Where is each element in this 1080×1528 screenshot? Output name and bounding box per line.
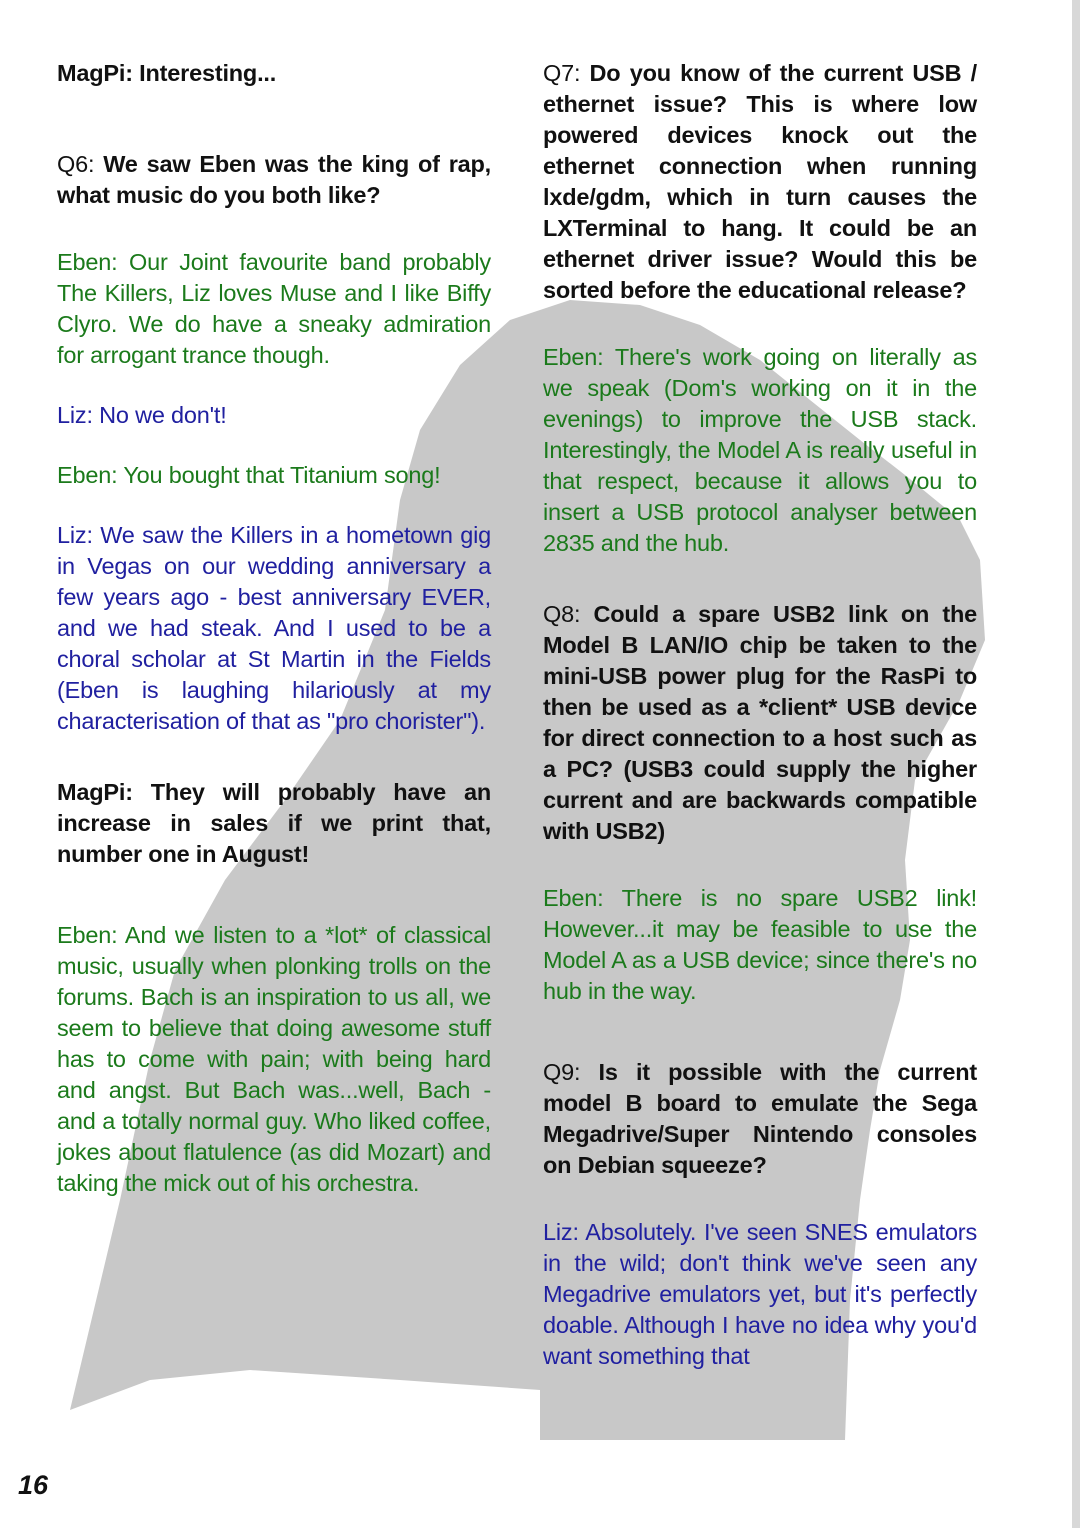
question-9 [543,1057,977,1181]
liz-killers-vegas: Liz: We saw the Killers in a hometown gig in Vegas on our wedding anniversary a few years ago - best anniversary EVER, and we had steak. And I used to be a choral scholar at St Martin in the Fields (Eben is laughing hilariously at my characterisation of that as "pro chorister"). [57,522,491,734]
page-number: 16 [18,1470,49,1500]
eben-titanium: Eben: You bought that Titanium song! [57,462,441,488]
eben-answer-music: Eben: Our Joint favourite band probably The Killers, Liz loves Muse and I like Biffy Clyro. We do have a sneaky admiration for arrogant trance though. [57,249,491,368]
eben-no-spare-usb2: Eben: There is no spare USB2 link! However...it may be feasible to use the Model A as a USB device; since there's no hub in the way. [543,885,977,1004]
question-8 [543,599,977,847]
question-text: We saw Eben was the king of rap, what music do you both like? [57,151,491,208]
question-number: Q8: [543,601,594,627]
question-text: Do you know of the current USB / ethernet issue? This is where low powered devices knock out the ethernet connection when running lxde/gdm, which in turn causes the LXTerminal to hang. It could be an ethernet driver issue? Would this be sorted before the educational release? [543,60,977,303]
magpi-line: MagPi: Interesting... [57,60,277,86]
question-7 [543,58,977,306]
question-6 [57,149,491,211]
right-column [543,58,977,1401]
question-number: Q6: [57,151,104,177]
eben-classical-music: Eben: And we listen to a *lot* of classical music, usually when plonking trolls on the forums. Bach is an inspiration to us all, we seem to believe that doing awesome stuff has to come with pain; with being hard and angst. But Bach was...well, Bach - and a totally normal guy. Who liked coffee, jokes about flatulence (as did Mozart) and taking the mick out of his orchestra. [57,922,491,1196]
left-column [57,58,491,1228]
eben-usb-stack: Eben: There's work going on literally as we speak (Dom's working on it in the evenings) to improve the USB stack. Interestingly, the Model A is really useful in that respect, because it allows you to insert a USB protocol analyser between 2835 and the hub. [543,344,977,556]
page-edge-bar [1072,0,1080,1528]
liz-snes-emulators: Liz: Absolutely. I've seen SNES emulators in the wild; don't think we've seen any Megadrive emulators yet, but it's perfectly doable. Although I have no idea why you'd want something that [543,1219,977,1369]
question-number: Q9: [543,1059,599,1085]
magpi-sales-text: MagPi: They will probably have an increase in sales if we print that, number one in August! [57,779,491,867]
magpi-sales-comment [57,777,491,870]
question-number: Q7: [543,60,590,86]
magpi-interesting [57,58,491,89]
question-text: Could a spare USB2 link on the Model B LAN/IO chip be taken to the mini-USB power plug for the RasPi to then be used as a *client* USB device for direct connection to a host such as a PC? (USB3 could supply the higher current and are backwards compatible with USB2) [543,601,977,844]
question-text: Is it possible with the current model B board to emulate the Sega Megadrive/Super Nintendo consoles on Debian squeeze? [543,1059,977,1178]
liz-reply-no: Liz: No we don't! [57,402,227,428]
